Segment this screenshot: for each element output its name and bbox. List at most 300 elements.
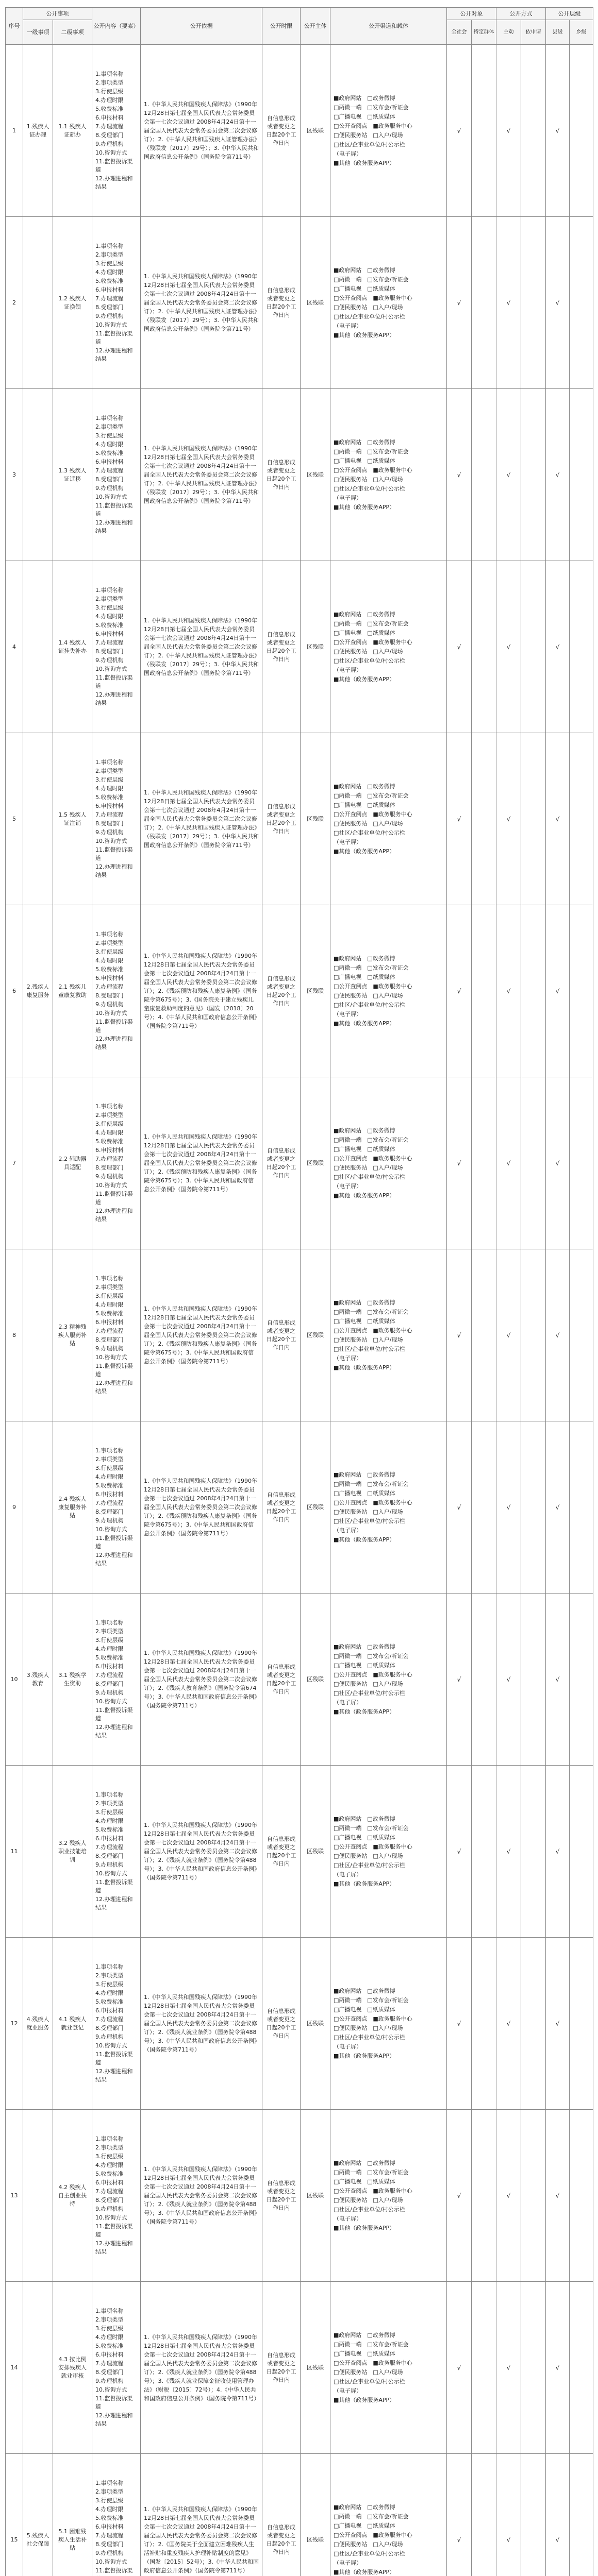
disclosure-table <box>5 7 593 2576</box>
row-basis: 1.《中华人民共和国残疾人保障法》（1990年12月28日第七届全国人民代表大会常务委员会第十七次会议通过 2008年4月24日第十一届全国人民代表大会常务委员会第二次会议修订）；2.《残疾预防和残疾人康复条例》（国务院令第675号）；3.《中华人民共和国政府信息公开条例》（国务院令第711号） <box>141 1421 262 1594</box>
content-item: 1.事项名称 <box>95 1103 124 1110</box>
channel-item: ■政府网站 □政务微博 <box>334 1127 395 1134</box>
content-item: 2.事项类型 <box>95 79 124 86</box>
content-item: 4.办理时限 <box>95 1818 124 1824</box>
content-item: 11.监督投诉渠道 <box>95 502 133 517</box>
channel-item: □便民服务站 □入户/现场 <box>334 1336 403 1343</box>
content-item: 10.咨询方式 <box>95 1354 127 1361</box>
row-idx: 13 <box>6 2110 23 2282</box>
row-channel-list <box>330 2454 447 2576</box>
row-first-item <box>23 1249 53 1421</box>
content-item: 2.事项类型 <box>95 1456 124 1463</box>
content-item: 6.申报材料 <box>95 1319 124 1326</box>
row-content-list <box>92 1421 141 1594</box>
row-idx: 5 <box>6 733 23 905</box>
content-item: 12.办理进程和结果 <box>95 1380 133 1395</box>
row-content-list <box>92 1077 141 1249</box>
channel-item: □公开查阅点 ■政务服务中心 <box>334 1327 412 1334</box>
row-second-item: 3.2 残疾人职业技能培训 <box>53 1766 92 1938</box>
content-item: 1.事项名称 <box>95 2308 124 2314</box>
row-obj-all: √ <box>447 733 472 905</box>
header-obj: 公开对象 <box>447 8 496 20</box>
row-mode-apply <box>521 2282 546 2454</box>
row-first-item <box>23 733 53 905</box>
content-item: 8.受理部门 <box>95 2541 124 2548</box>
content-item: 11.监督投诉渠道 <box>95 2395 133 2410</box>
channel-item: □便民服务站 □入户/现场 <box>334 648 403 655</box>
content-item: 9.办理机构 <box>95 657 124 664</box>
row-level-county: √ <box>546 217 570 389</box>
row-channel-list <box>330 1077 447 1249</box>
content-item: 11.监督投诉渠道 <box>95 158 133 173</box>
row-first-item <box>23 2110 53 2282</box>
row-first-item <box>23 2282 53 2454</box>
row-obj-all: √ <box>447 2110 472 2282</box>
content-item: 7.办理流程 <box>95 2188 124 2195</box>
channel-item: ■其他（政务服务APP） <box>334 1020 395 1027</box>
channel-item: □两微一端 □发布会/听证会 <box>334 2513 409 2520</box>
channel-item: □公开查阅点 ■政务服务中心 <box>334 638 412 646</box>
row-channel-list <box>330 1249 447 1421</box>
row-idx: 9 <box>6 1421 23 1594</box>
row-subject: 区残联 <box>301 2282 330 2454</box>
row-channel-list <box>330 2282 447 2454</box>
channel-item: （电子屏） <box>334 1699 362 1706</box>
row-first-item: 1.残疾人证办理 <box>23 45 53 217</box>
row-obj-all: √ <box>447 389 472 561</box>
row-second-item: 1.5 残疾人证注销 <box>53 733 92 905</box>
header-channel: 公开渠道和载体 <box>330 8 447 45</box>
content-item: 10.咨询方式 <box>95 494 127 500</box>
row-level-town <box>570 1938 593 2110</box>
header-level-county: 县级 <box>546 20 570 45</box>
row-time: 自信息形成或者变更之日起20个工作日内 <box>262 1421 301 1594</box>
content-item: 8.受理部门 <box>95 1336 124 1343</box>
row-level-county: √ <box>546 1077 570 1249</box>
row-second-item: 4.1 残疾人就业登记 <box>53 1938 92 2110</box>
content-item: 9.办理机构 <box>95 1517 124 1524</box>
row-mode-active: √ <box>496 2454 521 2576</box>
channel-item: （电子屏） <box>334 2559 362 2566</box>
row-level-county: √ <box>546 45 570 217</box>
row-time: 自信息形成或者变更之日起20个工作日内 <box>262 1077 301 1249</box>
header-second: 二级事项 <box>53 20 92 45</box>
channel-item: □两微一端 □发布会/听证会 <box>334 1824 409 1832</box>
table-row <box>6 733 593 905</box>
header-obj-all: 全社会 <box>447 20 472 45</box>
channel-item: ■其他（政务服务APP） <box>334 675 395 683</box>
row-level-town <box>570 2282 593 2454</box>
row-content-list <box>92 733 141 905</box>
row-content-list <box>92 1594 141 1766</box>
content-item: 11.监督投诉渠道 <box>95 1535 133 1550</box>
channel-item: □社区/企事业单位/村公示栏 <box>334 485 405 492</box>
row-obj-all: √ <box>447 561 472 733</box>
row-second-item: 1.3 残疾人证迁移 <box>53 389 92 561</box>
content-item: 6.申报材料 <box>95 286 124 293</box>
table-row <box>6 1077 593 1249</box>
channel-item: ■政府网站 □政务微博 <box>334 438 395 446</box>
channel-item: （电子屏） <box>334 1182 362 1190</box>
content-item: 10.咨询方式 <box>95 1870 127 1877</box>
content-item: 10.咨询方式 <box>95 1526 127 1533</box>
row-time: 自信息形成或者变更之日起20个工作日内 <box>262 1938 301 2110</box>
content-item: 2.事项类型 <box>95 1284 124 1291</box>
row-channel-list <box>330 2110 447 2282</box>
row-level-town <box>570 905 593 1077</box>
row-idx: 1 <box>6 45 23 217</box>
content-item: 10.咨询方式 <box>95 1698 127 1705</box>
row-basis: 1.《中华人民共和国残疾人保障法》（1990年12月28日第七届全国人民代表大会常务委员会第十七次会议通过 2008年4月24日第十一届全国人民代表大会常务委员会第二次会议修订）；2.《残疾人就业条例》（国务院令第488号）；3.《残疾人就业保障金征收使用管理办法》（财税〔2015〕72号）；4.《中华人民共和国政府信息公开条例》（国务院令第711号） <box>141 2282 262 2454</box>
row-channel-list <box>330 1938 447 2110</box>
content-item: 5.收费标准 <box>95 1482 124 1489</box>
channel-item: □社区/企事业单位/村公示栏 <box>334 141 405 148</box>
channel-item: □公开查阅点 ■政务服务中心 <box>334 1499 412 1506</box>
row-channel-list <box>330 389 447 561</box>
content-item: 10.咨询方式 <box>95 2042 127 2049</box>
header-obj-spec: 特定群体 <box>472 20 496 45</box>
content-item: 8.受理部门 <box>95 820 124 827</box>
content-item: 6.申报材料 <box>95 631 124 637</box>
row-subject: 区残联 <box>301 217 330 389</box>
row-subject: 区残联 <box>301 1077 330 1249</box>
row-second-item: 2.4 残疾人康复服务补贴 <box>53 1421 92 1594</box>
row-second-item: 5.1 困难残疾人生活补贴 <box>53 2454 92 2576</box>
content-item: 3.行使层级 <box>95 88 124 95</box>
channel-item: （电子屏） <box>334 2215 362 2222</box>
row-mode-active: √ <box>496 1421 521 1594</box>
content-item: 9.办理机构 <box>95 1861 124 1868</box>
content-item: 4.办理时限 <box>95 957 124 964</box>
row-mode-apply <box>521 1938 546 2110</box>
content-item: 11.监督投诉渠道 <box>95 1363 133 1378</box>
content-item: 12.办理进程和结果 <box>95 2240 133 2255</box>
row-channel-list <box>330 561 447 733</box>
channel-item: （电子屏） <box>334 150 362 157</box>
row-time: 自信息形成或者变更之日起20个工作日内 <box>262 2110 301 2282</box>
table-row <box>6 217 593 389</box>
channel-item: □公开查阅点 ■政务服务中心 <box>334 2359 412 2366</box>
channel-item: □广播电视 □纸质媒体 <box>334 2178 395 2185</box>
row-mode-apply <box>521 2454 546 2576</box>
header-mode-apply: 依申请 <box>521 20 546 45</box>
row-obj-all: √ <box>447 1938 472 2110</box>
content-item: 6.申报材料 <box>95 2351 124 2358</box>
channel-item: ■政府网站 □政务微博 <box>334 1299 395 1306</box>
row-channel-list <box>330 217 447 389</box>
row-content-list <box>92 45 141 217</box>
row-content-list <box>92 1938 141 2110</box>
channel-item: □便民服务站 □入户/现场 <box>334 476 403 483</box>
content-item: 1.事项名称 <box>95 2480 124 2486</box>
content-item: 1.事项名称 <box>95 587 124 594</box>
content-item: 10.咨询方式 <box>95 1182 127 1189</box>
channel-item: □广播电视 □纸质媒体 <box>334 457 395 464</box>
row-first-item: 2.残疾人康复服务 <box>23 905 53 1077</box>
row-idx: 15 <box>6 2454 23 2576</box>
row-subject: 区残联 <box>301 905 330 1077</box>
content-item: 12.办理进程和结果 <box>95 1552 133 1567</box>
content-item: 2.事项类型 <box>95 596 124 602</box>
content-item: 3.行使层级 <box>95 1637 124 1643</box>
row-level-county: √ <box>546 2454 570 2576</box>
channel-item: □广播电视 □纸质媒体 <box>334 801 395 808</box>
row-basis: 1.《中华人民共和国残疾人保障法》（1990年12月28日第七届全国人民代表大会常务委员会第十七次会议通过 2008年4月24日第十一届全国人民代表大会常务委员会第二次会议修订）；2.《中华人民共和国残疾人证管理办法》（残联发〔2017〕29号）；3.《中华人民共和国政府信息公开条例》（国务院令第711号） <box>141 561 262 733</box>
content-item: 11.监督投诉渠道 <box>95 1879 133 1894</box>
header-mode: 公开方式 <box>496 8 546 20</box>
header-content: 公开内容（要素） <box>92 8 141 45</box>
row-mode-active: √ <box>496 45 521 217</box>
row-mode-active: √ <box>496 561 521 733</box>
row-obj-spec <box>472 1421 496 1594</box>
row-mode-active: √ <box>496 1594 521 1766</box>
row-second-item: 4.2 残疾人自主创业扶持 <box>53 2110 92 2282</box>
content-item: 5.收费标准 <box>95 622 124 629</box>
content-item: 9.办理机构 <box>95 1345 124 1352</box>
channel-item: □广播电视 □纸质媒体 <box>334 1317 395 1325</box>
row-basis: 1.《中华人民共和国残疾人保障法》（1990年12月28日第七届全国人民代表大会常务委员会第十七次会议通过 2008年4月24日第十一届全国人民代表大会常务委员会第二次会议修订）；2.《残疾人就业条例》（国务院令第488号）；3.《中华人民共和国政府信息公开条例》（国务院令第711号） <box>141 1938 262 2110</box>
content-item: 7.办理流程 <box>95 2360 124 2367</box>
channel-item: ■政府网站 □政务微博 <box>334 1471 395 1478</box>
row-mode-active: √ <box>496 389 521 561</box>
row-subject: 区残联 <box>301 1421 330 1594</box>
row-content-list <box>92 2110 141 2282</box>
row-time: 自信息形成或者变更之日起20个工作日内 <box>262 1766 301 1938</box>
content-item: 1.事项名称 <box>95 931 124 938</box>
content-item: 3.行使层级 <box>95 2325 124 2332</box>
channel-item: □公开查阅点 ■政务服务中心 <box>334 2187 412 2194</box>
row-mode-active: √ <box>496 1249 521 1421</box>
row-mode-apply <box>521 1077 546 1249</box>
content-item: 9.办理机构 <box>95 1689 124 1696</box>
row-second-item: 2.1 残疾儿童康复救助 <box>53 905 92 1077</box>
row-channel-list <box>330 733 447 905</box>
content-item: 4.办理时限 <box>95 97 124 104</box>
channel-item: □社区/企事业单位/村公示栏 <box>334 1861 405 1869</box>
content-item: 9.办理机构 <box>95 141 124 147</box>
content-item: 9.办理机构 <box>95 829 124 836</box>
row-subject: 区残联 <box>301 733 330 905</box>
channel-item: □公开查阅点 ■政务服务中心 <box>334 810 412 818</box>
content-item: 6.申报材料 <box>95 1835 124 1842</box>
row-channel-list <box>330 1594 447 1766</box>
channel-item: ■政府网站 □政务微博 <box>334 1643 395 1650</box>
row-level-county: √ <box>546 2282 570 2454</box>
channel-item: □社区/企事业单位/村公示栏 <box>334 1689 405 1697</box>
row-content-list <box>92 2454 141 2576</box>
row-mode-active: √ <box>496 1938 521 2110</box>
row-level-county: √ <box>546 733 570 905</box>
row-subject: 区残联 <box>301 45 330 217</box>
channel-item: □公开查阅点 ■政务服务中心 <box>334 982 412 990</box>
row-obj-spec <box>472 1766 496 1938</box>
row-basis: 1.《中华人民共和国残疾人保障法》（1990年12月28日第七届全国人民代表大会常务委员会第十七次会议通过 2008年4月24日第十一届全国人民代表大会常务委员会第二次会议修订）；2.《残疾人就业条例》（国务院令第488号）；3.《中华人民共和国政府信息公开条例》（国务院令第711号） <box>141 1766 262 1938</box>
content-item: 3.行使层级 <box>95 2497 124 2504</box>
content-item: 6.申报材料 <box>95 459 124 465</box>
row-subject: 区残联 <box>301 389 330 561</box>
row-mode-apply <box>521 389 546 561</box>
table-row <box>6 45 593 217</box>
content-item: 12.办理进程和结果 <box>95 175 133 190</box>
row-level-town <box>570 217 593 389</box>
content-item: 11.监督投诉渠道 <box>95 1191 133 1206</box>
row-obj-spec <box>472 1938 496 2110</box>
content-item: 5.收费标准 <box>95 278 124 284</box>
content-item: 5.收费标准 <box>95 1310 124 1317</box>
row-level-county: √ <box>546 389 570 561</box>
content-item: 4.办理时限 <box>95 1473 124 1480</box>
content-item: 7.办理流程 <box>95 1844 124 1851</box>
content-item: 4.办理时限 <box>95 2506 124 2513</box>
content-item: 12.办理进程和结果 <box>95 2068 133 2083</box>
row-mode-active: √ <box>496 905 521 1077</box>
row-obj-all: √ <box>447 1766 472 1938</box>
table-row <box>6 2454 593 2576</box>
content-item: 8.受理部门 <box>95 1509 124 1515</box>
content-item: 7.办理流程 <box>95 639 124 646</box>
content-item: 3.行使层级 <box>95 776 124 783</box>
content-item: 7.办理流程 <box>95 984 124 990</box>
row-obj-spec <box>472 2282 496 2454</box>
channel-item: □便民服务站 □入户/现场 <box>334 2024 403 2031</box>
row-level-town <box>570 1421 593 1594</box>
channel-item: □两微一端 □发布会/听证会 <box>334 1308 409 1315</box>
table-row <box>6 905 593 1077</box>
row-content-list <box>92 1249 141 1421</box>
row-subject: 区残联 <box>301 2110 330 2282</box>
row-level-town <box>570 2454 593 2576</box>
row-first-item <box>23 561 53 733</box>
row-subject: 区残联 <box>301 1249 330 1421</box>
row-mode-active: √ <box>496 1077 521 1249</box>
row-idx: 6 <box>6 905 23 1077</box>
row-basis: 1.《中华人民共和国残疾人保障法》（1990年12月28日第七届全国人民代表大会常务委员会第十七次会议通过 2008年4月24日第十一届全国人民代表大会常务委员会第二次会议修订）；2.《中华人民共和国残疾人证管理办法》（残联发〔2017〕29号）；3.《中华人民共和国政府信息公开条例》（国务院令第711号） <box>141 733 262 905</box>
channel-item: □两微一端 □发布会/听证会 <box>334 1136 409 1143</box>
channel-item: （电子屏） <box>334 2043 362 2050</box>
row-first-item <box>23 217 53 389</box>
content-item: 3.行使层级 <box>95 1981 124 1988</box>
row-level-county: √ <box>546 561 570 733</box>
content-item: 8.受理部门 <box>95 2025 124 2031</box>
channel-item: □两微一端 □发布会/听证会 <box>334 1996 409 2004</box>
channel-item: ■政府网站 □政务微博 <box>334 94 395 101</box>
content-item: 10.咨询方式 <box>95 1010 127 1016</box>
row-obj-all: √ <box>447 2454 472 2576</box>
channel-item: □便民服务站 □入户/现场 <box>334 2196 403 2204</box>
channel-item: □公开查阅点 ■政务服务中心 <box>334 1843 412 1850</box>
row-second-item: 1.1 残疾人证新办 <box>53 45 92 217</box>
row-mode-active: √ <box>496 2110 521 2282</box>
row-time: 自信息形成或者变更之日起20个工作日内 <box>262 561 301 733</box>
content-item: 5.收费标准 <box>95 1826 124 1833</box>
channel-item: □两微一端 □发布会/听证会 <box>334 276 409 283</box>
content-item: 7.办理流程 <box>95 1500 124 1506</box>
row-basis: 1.《中华人民共和国残疾人保障法》（1990年12月28日第七届全国人民代表大会常务委员会第十七次会议通过 2008年4月24日第十一届全国人民代表大会常务委员会第二次会议修订）；2.《残疾预防和残疾人康复条例》（国务院令第675号）；3.《中华人民共和国政府信息公开条例》（国务院令第711号） <box>141 1249 262 1421</box>
row-mode-active: √ <box>496 1766 521 1938</box>
channel-item: □两微一端 □发布会/听证会 <box>334 2341 409 2348</box>
content-item: 6.申报材料 <box>95 2179 124 2186</box>
content-item: 2.事项类型 <box>95 2488 124 2495</box>
content-item: 4.办理时限 <box>95 269 124 276</box>
channel-item: （电子屏） <box>334 494 362 501</box>
channel-item: ■其他（政务服务APP） <box>334 2052 395 2059</box>
channel-item: ■其他（政务服务APP） <box>334 503 395 511</box>
row-channel-list <box>330 1766 447 1938</box>
channel-item: □广播电视 □纸质媒体 <box>334 1489 395 1497</box>
row-basis: 1.《中华人民共和国残疾人保障法》（1990年12月28日第七届全国人民代表大会常务委员会第十七次会议通过 2008年4月24日第十一届全国人民代表大会常务委员会第二次会议修订）；2.《残疾人教育条例》（国务院令第674号）；3.《中华人民共和国政府信息公开条例》（国务院令第711号） <box>141 1594 262 1766</box>
row-idx: 12 <box>6 1938 23 2110</box>
row-content-list <box>92 389 141 561</box>
content-item: 8.受理部门 <box>95 1853 124 1859</box>
row-mode-apply <box>521 2110 546 2282</box>
channel-item: □公开查阅点 ■政务服务中心 <box>334 1155 412 1162</box>
channel-item: ■其他（政务服务APP） <box>334 848 395 855</box>
content-item: 7.办理流程 <box>95 295 124 302</box>
row-content-list <box>92 217 141 389</box>
content-item: 8.受理部门 <box>95 2197 124 2204</box>
row-subject: 区残联 <box>301 1766 330 1938</box>
channel-item: ■政府网站 □政务微博 <box>334 1815 395 1822</box>
content-item: 10.咨询方式 <box>95 321 127 328</box>
content-item: 1.事项名称 <box>95 1275 124 1282</box>
channel-item: （电子屏） <box>334 1871 362 1878</box>
channel-item: □广播电视 □纸质媒体 <box>334 1145 395 1153</box>
content-item: 1.事项名称 <box>95 1963 124 1970</box>
row-obj-all: √ <box>447 217 472 389</box>
channel-item: □广播电视 □纸质媒体 <box>334 1834 395 1841</box>
channel-item: □社区/企事业单位/村公示栏 <box>334 657 405 664</box>
row-content-list <box>92 2282 141 2454</box>
row-level-county: √ <box>546 1421 570 1594</box>
content-item: 6.申报材料 <box>95 975 124 981</box>
content-item: 2.事项类型 <box>95 423 124 430</box>
content-item: 10.咨询方式 <box>95 2214 127 2221</box>
table-row <box>6 1938 593 2110</box>
content-item: 4.办理时限 <box>95 785 124 792</box>
row-obj-spec <box>472 733 496 905</box>
content-item: 5.收费标准 <box>95 1998 124 2005</box>
row-time: 自信息形成或者变更之日起20个工作日内 <box>262 1249 301 1421</box>
content-item: 4.办理时限 <box>95 2162 124 2168</box>
content-item: 6.申报材料 <box>95 114 124 121</box>
row-obj-spec <box>472 45 496 217</box>
channel-item: ■政府网站 □政务微博 <box>334 955 395 962</box>
row-time: 自信息形成或者变更之日起20个工作日内 <box>262 217 301 389</box>
content-item: 11.监督投诉渠道 <box>95 2223 133 2238</box>
channel-item: （电子屏） <box>334 2387 362 2394</box>
content-item: 2.事项类型 <box>95 1628 124 1635</box>
content-item: 4.办理时限 <box>95 1990 124 1996</box>
channel-item: ■其他（政务服务APP） <box>334 2224 395 2231</box>
content-item: 6.申报材料 <box>95 1663 124 1670</box>
content-item: 8.受理部门 <box>95 304 124 311</box>
channel-item: （电子屏） <box>334 1354 362 1362</box>
row-content-list <box>92 561 141 733</box>
row-obj-spec <box>472 2110 496 2282</box>
row-mode-apply <box>521 733 546 905</box>
channel-item: ■其他（政务服务APP） <box>334 2568 395 2575</box>
content-item: 9.办理机构 <box>95 2378 124 2384</box>
header-mode-active: 主动 <box>496 20 521 45</box>
row-obj-spec <box>472 217 496 389</box>
row-mode-apply <box>521 1421 546 1594</box>
channel-item: □社区/企事业单位/村公示栏 <box>334 2206 405 2213</box>
row-level-town <box>570 389 593 561</box>
channel-item: □社区/企事业单位/村公示栏 <box>334 313 405 320</box>
channel-item: □公开查阅点 ■政务服务中心 <box>334 466 412 473</box>
content-item: 9.办理机构 <box>95 2550 124 2556</box>
row-time: 自信息形成或者变更之日起20个工作日内 <box>262 2282 301 2454</box>
